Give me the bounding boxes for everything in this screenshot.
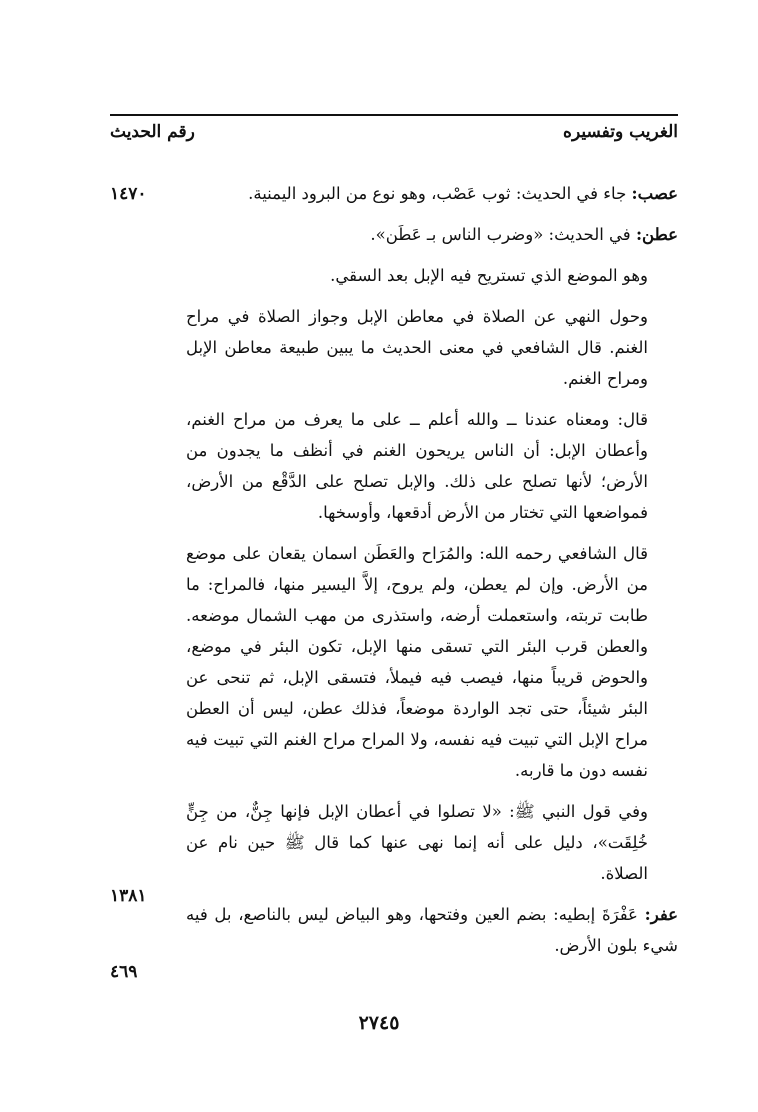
hadith-number: ١٣٨١ xyxy=(110,886,147,906)
paragraph: وفي قول النبي ﷺ: «لا تصلوا في أعطان الإبل فإنها جِنٌّ، من جِنٍّ خُلِقَت»، دليل على أنه إنما نهى عنها كما قال ﷺ حين نام عن الصلاة. xyxy=(186,802,648,883)
hadith-number: ٤٦٩ xyxy=(110,962,138,982)
running-head: الغريب وتفسيره xyxy=(563,122,678,142)
entry-term: عطن: xyxy=(635,225,678,244)
entry-atan xyxy=(186,219,678,250)
entry-term: عفر: xyxy=(644,905,679,924)
column-head: رقم الحديث xyxy=(110,122,195,142)
paragraph: وهو الموضع الذي تستريح فيه الإبل بعد السقي. xyxy=(330,266,648,285)
entry-asab xyxy=(186,178,678,209)
entry-text: في الحديث: «وضرب الناس بـ عَطَن». xyxy=(370,225,631,244)
entry-text: عَفْرَةَ إبطيه: بضم العين وفتحها، وهو البياض ليس بالناصع، بل فيه شيء بلون الأرض. xyxy=(186,905,678,955)
paragraph: وحول النهي عن الصلاة في معاطن الإبل وجواز الصلاة في مراح الغنم. قال الشافعي في معنى الحديث ما يبين طبيعة معاطن الإبل ومراح الغنم. xyxy=(186,307,648,388)
entry-afr xyxy=(186,899,678,961)
entry-term: عصب: xyxy=(631,184,678,203)
page-number: ٢٧٤٥ xyxy=(358,1012,400,1034)
hadith-number: ١٤٧٠ xyxy=(110,184,147,204)
entry-text: جاء في الحديث: ثوب عَصْب، وهو نوع من البرود اليمنية. xyxy=(248,184,627,203)
header-rule xyxy=(110,114,678,116)
paragraph: قال الشافعي رحمه الله: والمُرَاح والعَطَن اسمان يقعان على موضع من الأرض. وإن لم يعطن، ولم يروح، إلاَّ اليسير منها، فالمراح: ما طابت تربته، واستعملت أرضه، واستذرى من مهب الشمال موضعه. والعطن قرب البئر التي تسقى منها الإبل، تكون البئر في موضع، والحوض قريباً منها، فيصب فيه فيملأ، فتسقى الإبل، ثم تنحى عن البئر شيئاً، حتى تجد الواردة موضعاً، فذلك عطن، ليس أن العطن مراح الإبل التي تبيت فيه نفسه، ولا المراح مراح الغنم التي تبيت فيه نفسه دون ما قاربه. xyxy=(186,544,648,780)
paragraph: قال: ومعناه عندنا ــ والله أعلم ــ على ما يعرف من مراح الغنم، وأعطان الإبل: أن الناس يريحون الغنم في أنظف ما يجدون من الأرض؛ لأنها تصلح على ذلك. والإبل تصلح على الدَّقْع من الأرض، فمواضعها التي تختار من الأرض أدقعها، وأوسخها. xyxy=(186,410,648,522)
body-text xyxy=(186,178,678,971)
